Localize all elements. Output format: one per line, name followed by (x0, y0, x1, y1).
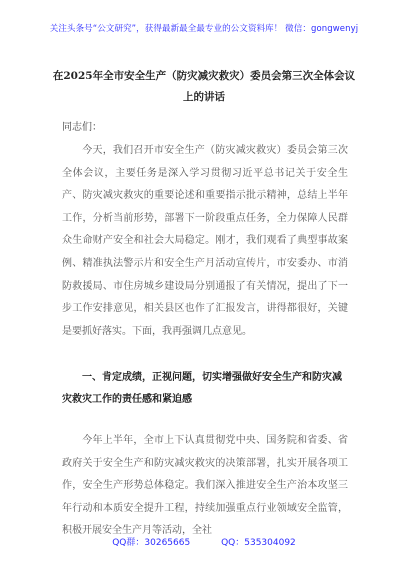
footer-qq-group: QQ群：30265665 (112, 538, 191, 548)
footer-qq: QQ：535304092 (221, 538, 296, 548)
paragraph-2-text: 今年上半年，全市上下认真贯彻党中央、国务院和省委、省政府关于安全生产和防灾减灾救灾的决策部署，扎实开展各项工作，安全生产形势总体稳定。我们深入推进安全生产治本攻坚三年行动和本质安全提升工程，持续加强重点行业领域安全监管，积极开展安全生产月等活动，全社 (62, 435, 348, 537)
paragraph-1 (62, 140, 348, 343)
paragraph-1-text: 今天，我们召开市安全生产（防灾减灾救灾）委员会第三次全体会议，主要任务是深入学习贯彻习近平总书记关于安全生产、防灾减灾救灾的重要论述和重要指示批示精神，总结上半年工作，分析当前形势，部署下一阶段重点任务，全力保障人民群众生命财产安全和社会大局稳定。刚才，我们观看了典型事故案例、精准执法警示片和安全生产月活动宣传片，市安委办、市消防救援局、市住房城乡建设局分别通报了有关情况，提出了下一步工作安排意见，相关县区也作了汇报发言，讲得都很好，关键是要抓好落实。下面，我再强调几点意见。 (62, 145, 348, 337)
paragraph-2 (62, 430, 348, 543)
section-heading-1 (62, 367, 348, 411)
salutation: 同志们： (62, 122, 102, 133)
footer (0, 535, 408, 548)
document-title: 在2025年全市安全生产（防灾减灾救灾）委员会第三次全体会议上的讲话 (52, 70, 356, 103)
header-banner: 关注头条号“公文研究”，获得最新最全最专业的公文资料库！ 微信：gongwenyj (49, 24, 359, 34)
section-heading-1-text: 一、肯定成绩，正视问题，切实增强做好安全生产和防灾减灾救灾工作的责任感和紧迫感 (62, 372, 342, 405)
